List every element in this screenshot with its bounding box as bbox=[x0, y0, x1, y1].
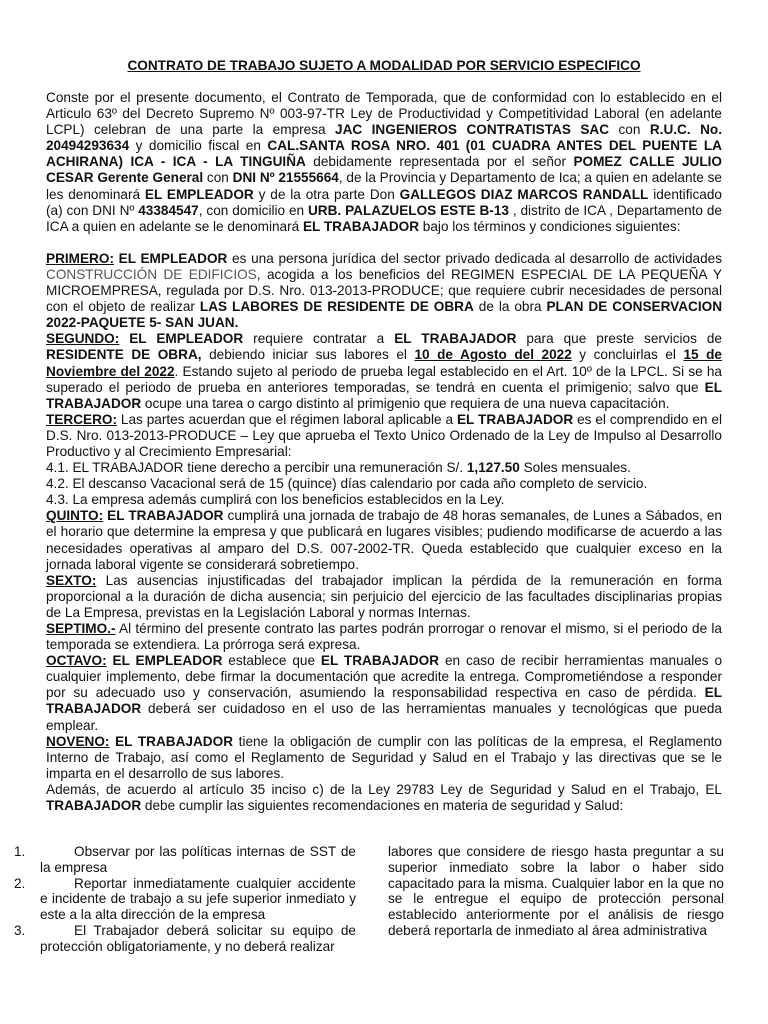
recommendations-continued: labores que considere de riesgo hasta preguntar a su superior inmediato sobre la labor o haber sido capacitado para la misma. Cualquier labor en la que no se le entregue el equipo de protección personal establecido anteriormente por el análisis de riesgo deberá reportarla de inmediato al área administrativa bbox=[388, 844, 724, 938]
clause-4-3: 4.3. La empresa además cumplirá con los beneficios establecidos en la Ley. bbox=[46, 492, 505, 508]
list-item: 1. Observar por las políticas internas de SST de la empresa bbox=[14, 844, 356, 875]
clause-septimo: SEPTIMO.- Al término del presente contrato las partes podrán prorrogar o renovar el mismo, si el periodo de la temporada se extendiera. La prórroga será expresa. bbox=[46, 621, 722, 653]
clause-primero: PRIMERO: EL EMPLEADOR es una persona jurídica del sector privado dedicada al desarrollo de actividades CONSTRUCCIÓN DE EDIFICIOS, acogida a los beneficios del REGIMEN ESPECIAL DE LA PEQUEÑA Y MICROEMPRESA, regulada por D.S. Nro. 013-2013-PRODUCE; que requiere cubrir necesidades de personal con el objeto de realizar LAS LABORES DE RESIDENTE DE OBRA de la obra PLAN DE CONSERVACION 2022-PAQUETE 5- SAN JUAN. bbox=[46, 250, 723, 331]
contract-body bbox=[46, 90, 722, 814]
clause-octavo: OCTAVO: EL EMPLEADOR establece que EL TRABAJADOR en caso de recibir herramientas manuales o cualquier implemento, debe firmar la documentación que acredite la entrega. Comprometiéndose a responder por su adecuado uso y conservación, asumiendo la responsabilidad respectiva en caso de pérdida. EL TRABAJADOR deberá ser cuidadoso en el uso de las herramientas manuales y tecnológicas que pueda emplear. bbox=[46, 653, 723, 733]
document-title: CONTRATO DE TRABAJO SUJETO A MODALIDAD POR SERVICIO ESPECIFICO bbox=[127, 58, 641, 73]
recommendations-list bbox=[14, 844, 356, 955]
clause-noveno: NOVENO: EL TRABAJADOR tiene la obligación de cumplir con las políticas de la empresa, el Reglamento Interno de Trabajo, así como el Reglamento de Seguridad y Salud en el Trabajo y las directivas que se le imparta en el desarrollo de sus labores. bbox=[46, 733, 722, 781]
intro-paragraph: Conste por el presente documento, el Contrato de Temporada, que de conformidad con lo establecido en el Articulo 63º del Decreto Supremo Nº 003-97-TR Ley de Productividad y Competitividad Laboral (en adelante LCPL) celebran de una parte la empresa JAC INGENIEROS CONTRATISTAS SAC con R.U.C. No. 20494293634 y domicilio fiscal en CAL.SANTA ROSA NRO. 401 (01 CUADRA ANTES DEL PUENTE LA ACHIRANA) ICA - ICA - LA TINGUIÑA debidamente representada por el señor POMEZ CALLE JULIO CESAR Gerente General con DNI Nº 21555664, de la Provincia y Departamento de Ica; a quien en adelante se les denominará EL EMPLEADOR y de la otra parte Don GALLEGOS DIAZ MARCOS RANDALL identificado (a) con DNI Nº 43384547, con domicilio en URB. PALAZUELOS ESTE B-13 , distrito de ICA , Departamento de ICA a quien en adelante se le denominará EL TRABAJADOR bajo los términos y condiciones siguientes: bbox=[46, 90, 723, 234]
clause-segundo: SEGUNDO: EL EMPLEADOR requiere contratar a EL TRABAJADOR para que preste servicios de RESIDENTE DE OBRA, debiendo iniciar sus labores el 10 de Agosto del 2022 y concluirlas el 15 de Noviembre del 2022. Estando sujeto al periodo de prueba legal establecido en el Art. 10º de la LPCL. Si se ha superado el periodo de prueba en anteriores temporadas, se tendrá en cuenta el primigenio; salvo que EL TRABAJADOR ocupe una tarea o cargo distinto al primigenio que requiera de una nueva capacitación. bbox=[46, 331, 722, 411]
list-item: 2. Reportar inmediatamente cualquier accidente e incidente de trabajo a su jefe superior inmediato y este a la alta dirección de la empresa bbox=[14, 875, 356, 923]
clause-4-2: 4.2. El descanso Vacacional será de 15 (quince) días calendario por cada año completo de servicio. bbox=[46, 476, 648, 492]
list-item: 3. El Trabajador deberá solicitar su equipo de protección obligatoriamente, y no deberá realizar bbox=[14, 922, 356, 954]
clause-sexto: SEXTO: Las ausencias injustificadas del trabajador implican la pérdida de la remuneración en forma proporcional a la duración de dicha ausencia; sin perjuicio del ejercicio de las facultades disciplinarias propias de La Empresa, previstas en la Legislación Laboral y normas Internas. bbox=[46, 572, 722, 620]
clause-tercero: TERCERO: Las partes acuerdan que el régimen laboral aplicable a EL TRABAJADOR es el comprendido en el D.S. Nro. 013-2013-PRODUCE – Ley que aprueba el Texto Unico Ordenado de la Ley de Impulso al Desarrollo Productivo y al Crecimiento Empresarial: bbox=[46, 411, 722, 459]
clause-noveno-safety: Además, de acuerdo al artículo 35 inciso c) de la Ley 29783 Ley de Seguridad y Salud en el Trabajo, EL TRABAJADOR debe cumplir las siguientes recomendaciones en materia de seguridad y Salud: bbox=[46, 781, 722, 814]
clause-4-1: 4.1. EL TRABAJADOR tiene derecho a percibir una remuneración S/. 1,127.50 Soles mensuales. bbox=[46, 460, 631, 476]
clause-quinto: QUINTO: EL TRABAJADOR cumplirá una jornada de trabajo de 48 horas semanales, de Lunes a Sábados, en el horario que determine la empresa y que publicará en lugares visibles; pudiendo modificarse de acuerdo a las necesidades operativas al amparo del D.S. 007-2002-TR. Queda establecido que cualquier exceso en la jornada laboral vigente se considerará sobretiempo. bbox=[46, 508, 722, 572]
